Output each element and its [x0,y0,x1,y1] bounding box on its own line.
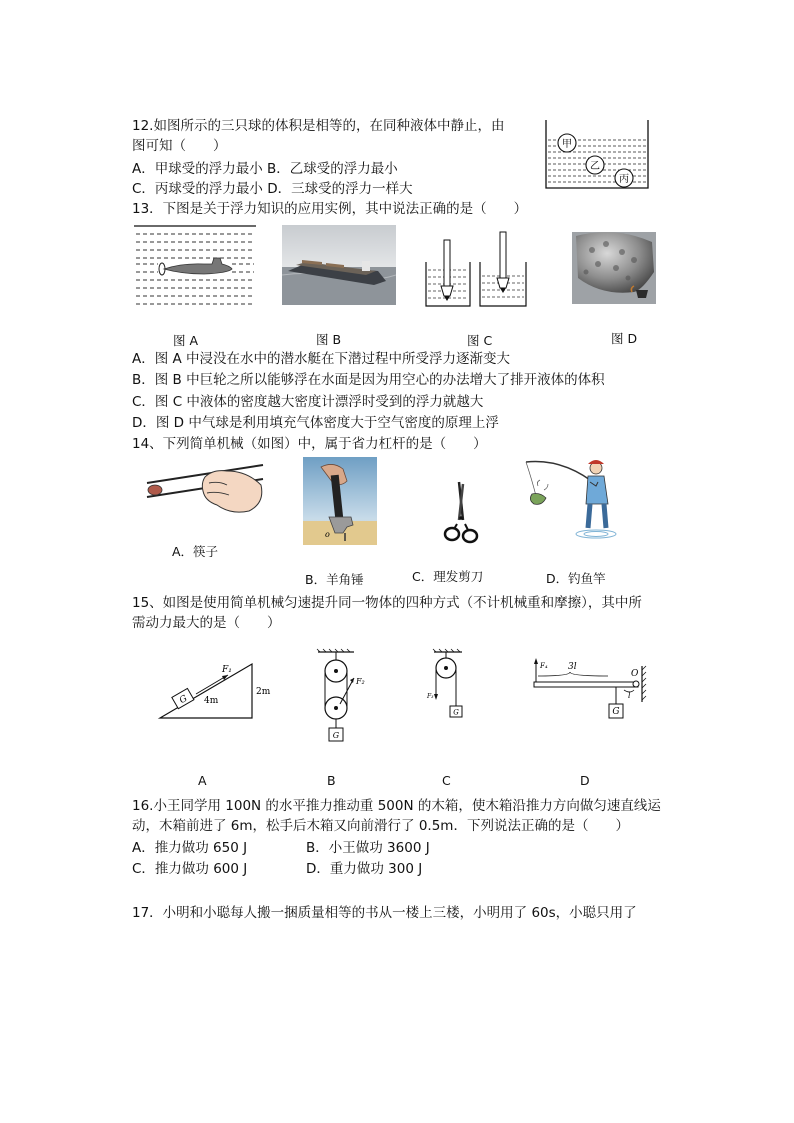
fishing-rod-label: D．钓鱼竿 [546,571,606,586]
q12-stem-line2: 图可知（ ） [132,138,227,154]
lever-g-label: G [612,707,620,717]
lever-pivot-label: O [631,669,639,679]
densimeter-figure [420,228,532,310]
fixed-pulley-figure [426,648,470,720]
fig-d-label: 图 D [611,331,638,346]
q12-options-cd: C．丙球受的浮力最小 D．三球受的浮力一样大 [132,181,413,197]
claw-hammer-label: B．羊角锤 [305,572,364,587]
incline-length-label: 4m [204,696,219,706]
q16-option-b: B．小王做功 3600 J [306,840,430,856]
pulley-b-g-label: G [332,731,340,740]
ball-yi-label: 乙 [590,161,600,172]
ball-bing-label: 丙 [619,174,629,185]
hot-air-balloon-figure [572,232,656,304]
q15-stem-line1: 15、如图是使用简单机械匀速提升同一物体的四种方式（不计机械重和摩擦），其中所 [132,595,642,611]
lever-length-label: 3l [568,662,577,672]
fig-b-label: 图 B [316,332,342,347]
q15-fig-d-label: D [580,773,590,788]
ball-jia-label: 甲 [562,139,572,150]
hammer-pivot-label: o [325,530,330,539]
q17-stem-line1: 17．小明和小聪每人搬一捆质量相等的书从一楼上三楼，小明用了 60s，小聪只用了 [132,905,637,921]
scissors-figure [441,480,481,548]
pulley-block-figure [312,648,372,746]
submarine-figure [132,224,258,308]
fishing-rod-figure [524,456,620,542]
q15-fig-c-label: C [442,773,451,788]
q12-options-ab: A．甲球受的浮力最小 B．乙球受的浮力最小 [132,161,398,177]
incline-g-label: G [178,693,190,707]
q12-beaker-figure [540,116,655,192]
q13-option-c: C．图 C 中液体的密度越大密度计漂浮时受到的浮力就越大 [132,394,484,410]
lever-figure [530,658,662,722]
chopsticks-label: A．筷子 [172,544,219,559]
incline-height-label: 2m [256,687,271,697]
q16-option-a: A．推力做功 650 J [132,840,248,856]
q13-option-d: D．图 D 中气球是利用填充气体密度大于空气密度的原理上浮 [132,415,499,431]
q13-stem: 13．下图是关于浮力知识的应用实例，其中说法正确的是（ ） [132,201,528,217]
incline-f1-label: F₁ [222,665,232,675]
fig-a-label: 图 A [173,333,199,348]
pulley-c-g-label: G [453,708,459,717]
fig-c-label: 图 C [467,333,493,348]
q16-stem-line1: 16.小王同学用 100N 的水平推力推动重 500N 的木箱，使木箱沿推力方向做匀速直线运 [132,798,661,814]
q16-option-d: D．重力做功 300 J [306,861,423,877]
q13-option-a: A．图 A 中浸没在水中的潜水艇在下潜过程中所受浮力逐渐变大 [132,351,511,367]
q16-option-c: C．推力做功 600 J [132,861,248,877]
q13-option-b: B．图 B 中巨轮之所以能够浮在水面是因为用空心的办法增大了排开液体的体积 [132,372,605,388]
inclined-plane-figure [156,658,276,722]
q16-stem-line2: 动，木箱前进了 6m，松手后木箱又向前滑行了 0.5m．下列说法正确的是（ ） [132,818,629,834]
scissors-label: C．理发剪刀 [412,569,484,584]
pulley-f2-label: F₂ [356,677,365,686]
claw-hammer-figure [303,457,377,545]
cargo-ship-figure [282,225,396,305]
lever-f4-label: F₄ [540,662,548,670]
q12-stem-line1: 12.如图所示的三只球的体积是相等的，在同种液体中静止，由 [132,118,505,134]
q15-fig-a-label: A [198,773,207,788]
chopsticks-figure [143,457,267,519]
q14-stem: 14、下列简单机械（如图）中，属于省力杠杆的是（ ） [132,436,487,452]
q15-stem-line2: 需动力最大的是（ ） [132,615,281,631]
fixed-pulley-f3-label: F₃ [427,693,434,700]
lever-short-arm-label: l [628,691,631,700]
q15-fig-b-label: B [327,773,336,788]
